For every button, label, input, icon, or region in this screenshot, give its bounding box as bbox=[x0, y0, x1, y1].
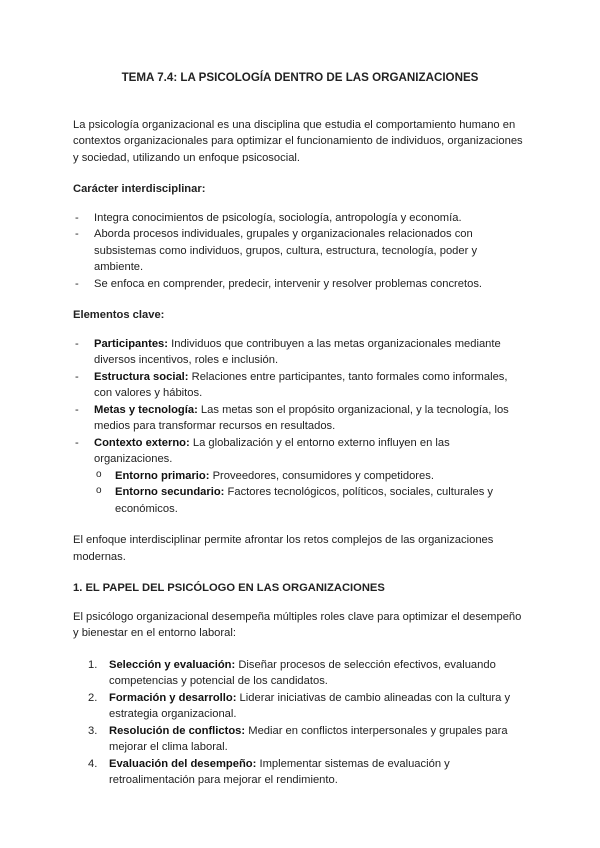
list-item: - Se enfoca en comprender, predecir, intervenir y resolver problemas concretos. bbox=[73, 276, 527, 293]
item-term: Participantes: bbox=[94, 337, 168, 350]
list-item bbox=[86, 657, 527, 690]
item-text: Relaciones entre participantes, tanto formales como informales, con valores y hábitos. bbox=[94, 370, 508, 399]
interdisciplinar-heading: Carácter interdisciplinar: bbox=[73, 183, 206, 195]
item-term: Evaluación del desempeño: bbox=[109, 757, 257, 770]
item-text: Individuos que contribuyen a las metas organizacionales mediante diversos incentivos, roles e inclusión. bbox=[94, 337, 501, 366]
conclusion-paragraph: El enfoque interdisciplinar permite afrontar los retos complejos de las organizaciones modernas. bbox=[73, 534, 494, 563]
list-item: - Aborda procesos individuales, grupales y organizacionales relacionados con subsistemas como individuos, grupos, cultura, estructura, tecnología, poder y ambiente. bbox=[73, 226, 527, 276]
item-term: Formación y desarrollo: bbox=[109, 691, 237, 704]
item-number: 2. bbox=[88, 691, 98, 704]
item-number: 1. bbox=[88, 658, 98, 671]
list-item bbox=[73, 402, 527, 435]
entorno-sublist bbox=[94, 468, 527, 518]
item-term: Entorno secundario: bbox=[115, 486, 225, 498]
item-text: La globalización y el entorno externo influyen en las organizaciones. bbox=[94, 436, 450, 465]
item-number: 4. bbox=[88, 757, 98, 770]
section-intro: El psicólogo organizacional desempeña múltiples roles clave para optimizar el desempeño y bienestar en el entorno laboral: bbox=[73, 610, 522, 639]
item-term: Contexto externo: bbox=[94, 436, 190, 449]
list-item bbox=[86, 723, 527, 756]
item-text: Implementar sistemas de evaluación y retroalimentación para mejorar el rendimiento. bbox=[109, 757, 450, 786]
list-item bbox=[86, 690, 527, 723]
item-term: Selección y evaluación: bbox=[109, 658, 236, 671]
list-item bbox=[86, 756, 527, 789]
interdisciplinar-list bbox=[73, 210, 527, 293]
item-text: Factores tecnológicos, políticos, sociales, culturales y económicos. bbox=[115, 486, 494, 515]
item-term: Metas y tecnología: bbox=[94, 403, 198, 416]
item-term: Entorno primario: bbox=[115, 469, 210, 482]
item-number: 3. bbox=[88, 724, 98, 737]
item-term: Resolución de conflictos: bbox=[109, 724, 246, 737]
item-text: Proveedores, consumidores y competidores. bbox=[209, 469, 434, 482]
list-item: - Integra conocimientos de psicología, sociología, antropología y economía. bbox=[73, 210, 527, 227]
intro-paragraph: La psicología organizacional es una disciplina que estudia el comportamiento humano en contextos organizacionales para optimizar el funcionamiento de individuos, organizaciones y sociedad, utilizando un enfoque psicosocial. bbox=[73, 118, 523, 164]
item-text: Mediar en conflictos interpersonales y grupales para mejorar el clima laboral. bbox=[109, 724, 508, 753]
item-term: Estructura social: bbox=[94, 370, 189, 383]
item-text: Las metas son el propósito organizacional, y la tecnología, los medios para transformar recursos en resultados. bbox=[94, 403, 509, 432]
item-text: Diseñar procesos de selección efectivos, evaluando competencias y potencial de los candidatos. bbox=[109, 658, 496, 687]
sublist-item bbox=[94, 468, 527, 485]
elementos-heading: Elementos clave: bbox=[73, 309, 165, 321]
list-item bbox=[73, 369, 527, 402]
section-title: 1. EL PAPEL DEL PSICÓLOGO EN LAS ORGANIZACIONES bbox=[73, 582, 385, 594]
page-title: TEMA 7.4: LA PSICOLOGÍA DENTRO DE LAS ORGANIZACIONES bbox=[121, 71, 479, 84]
sublist-item bbox=[94, 484, 527, 517]
elementos-list bbox=[73, 336, 527, 518]
item-text: Liderar iniciativas de cambio alineadas con la cultura y estrategia organizacional. bbox=[109, 691, 511, 720]
roles-list bbox=[73, 657, 527, 789]
list-item bbox=[73, 435, 527, 518]
list-item bbox=[73, 336, 527, 369]
